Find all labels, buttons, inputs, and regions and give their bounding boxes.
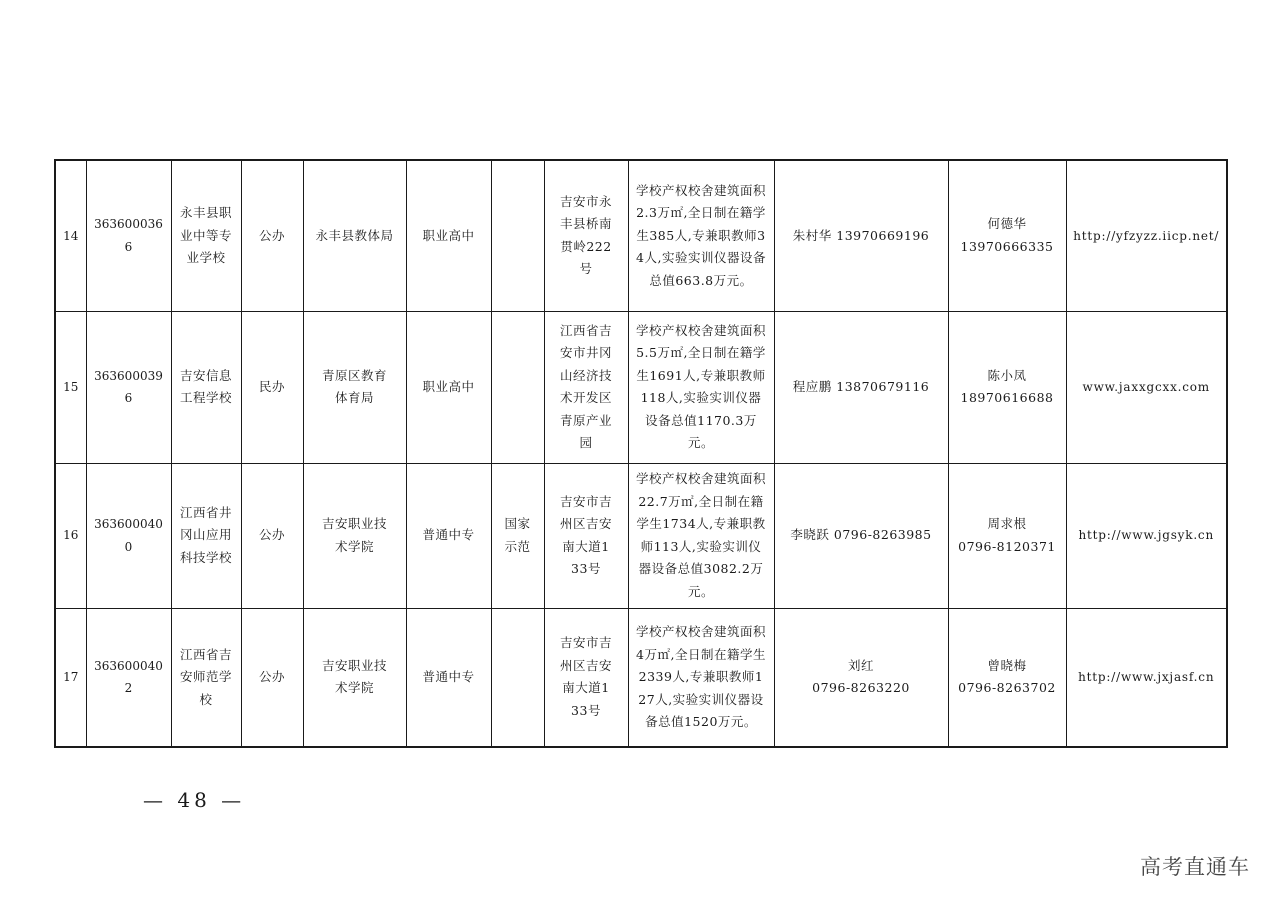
- authority-cell: [303, 311, 406, 463]
- principal-cell: [774, 608, 948, 747]
- facilities-cell: 学校产权校舍建筑面积4万㎡,全日制在籍学生2339人,专兼职教师127人,实验实训仪器设备总值1520万元。: [628, 608, 774, 747]
- address-text: 吉安市吉州区吉安南大道133号: [559, 493, 612, 576]
- principal-cell: 程应鹏 13870679116: [774, 311, 948, 463]
- website-link[interactable]: http://www.jgsyk.cn: [1066, 463, 1227, 608]
- address-cell: [544, 463, 628, 608]
- contact-name: 何德华: [987, 216, 1027, 232]
- authority-cell: [303, 608, 406, 747]
- authority-cell: [303, 463, 406, 608]
- school-code-cell: 3636000366: [86, 160, 171, 311]
- school-type-cell: 公办: [241, 463, 303, 608]
- table-row: [55, 463, 1227, 608]
- demo-cell: [491, 463, 544, 608]
- authority-text: 青原区教育体育局: [321, 367, 387, 405]
- address-text: 吉安市永丰县桥南贯岭222号: [559, 193, 612, 277]
- contact-cell: [948, 311, 1066, 463]
- seq-cell: 15: [55, 311, 86, 463]
- demo-cell: [491, 160, 544, 311]
- contact-name: 周求根: [987, 516, 1027, 531]
- website-link[interactable]: http://www.jxjasf.cn: [1066, 608, 1227, 747]
- facilities-cell: 学校产权校舍建筑面积5.5万㎡,全日制在籍学生1691人,专兼职教师118人,实验实训仪器设备总值1170.3万元。: [628, 311, 774, 463]
- school-code-cell: 3636000402: [86, 608, 171, 747]
- school-name-cell: [171, 463, 241, 608]
- contact-cell: [948, 160, 1066, 311]
- principal-cell: 李晓跃 0796-8263985: [774, 463, 948, 608]
- contact-phone: 13970666335: [960, 238, 1054, 254]
- school-name-cell: [171, 608, 241, 747]
- school-code-cell: 3636000396: [86, 311, 171, 463]
- school-code-cell: 3636000400: [86, 463, 171, 608]
- principal-name: 刘红: [847, 657, 874, 673]
- contact-cell: [948, 608, 1066, 747]
- schools-table: [54, 159, 1228, 748]
- seq-cell: 14: [55, 160, 86, 311]
- contact-phone: 0796-8120371: [958, 538, 1056, 554]
- website-link[interactable]: www.jaxxgcxx.com: [1066, 311, 1227, 463]
- address-text: 江西省吉安市井冈山经济技术开发区青原产业园: [559, 322, 612, 450]
- page-number: — 48 —: [143, 788, 246, 812]
- address-cell: [544, 160, 628, 311]
- authority-text: 吉安职业技术学院: [321, 657, 387, 696]
- seq-cell: 16: [55, 463, 86, 608]
- school-name: 江西省井冈山应用科技学校: [179, 504, 232, 565]
- demo-cell: [491, 608, 544, 747]
- contact-phone: 18970616688: [960, 390, 1054, 405]
- level-cell: 职业高中: [406, 311, 491, 463]
- school-name: 江西省吉安师范学校: [179, 646, 232, 707]
- level-cell: 普通中专: [406, 463, 491, 608]
- authority-cell: 永丰县教体局: [303, 160, 406, 311]
- school-type-cell: 民办: [241, 311, 303, 463]
- authority-text: 吉安职业技术学院: [321, 516, 387, 554]
- demo-cell: [491, 311, 544, 463]
- school-name-cell: [171, 160, 241, 311]
- school-type-cell: 公办: [241, 608, 303, 747]
- address-cell: [544, 608, 628, 747]
- school-name-cell: [171, 311, 241, 463]
- address-cell: [544, 311, 628, 463]
- contact-cell: [948, 463, 1066, 608]
- school-name: 永丰县职业中等专业学校: [179, 205, 232, 265]
- website-link[interactable]: http://yfzyzz.iicp.net/: [1066, 160, 1227, 311]
- level-cell: 职业高中: [406, 160, 491, 311]
- school-name: 吉安信息工程学校: [179, 367, 232, 405]
- watermark-text: 高考直通车: [1140, 855, 1250, 879]
- table-row: [55, 160, 1227, 311]
- table-row: [55, 608, 1227, 747]
- seq-cell: 17: [55, 608, 86, 747]
- facilities-cell: 学校产权校舍建筑面积22.7万㎡,全日制在籍学生1734人,专兼职教师113人,实验实训仪器设备总值3082.2万元。: [628, 463, 774, 608]
- contact-name: 陈小凤: [987, 367, 1027, 383]
- level-cell: 普通中专: [406, 608, 491, 747]
- contact-phone: 0796-8263702: [958, 680, 1056, 696]
- address-text: 吉安市吉州区吉安南大道133号: [559, 635, 612, 718]
- facilities-cell: 学校产权校舍建筑面积2.3万㎡,全日制在籍学生385人,专兼职教师34人,实验实训仪器设备总值663.8万元。: [628, 160, 774, 311]
- demo-text: 国家示范: [504, 516, 531, 554]
- contact-name: 曾晓梅: [987, 657, 1027, 673]
- table-row: [55, 311, 1227, 463]
- principal-phone: 0796-8263220: [812, 680, 910, 696]
- school-type-cell: 公办: [241, 160, 303, 311]
- principal-cell: 朱村华 13970669196: [774, 160, 948, 311]
